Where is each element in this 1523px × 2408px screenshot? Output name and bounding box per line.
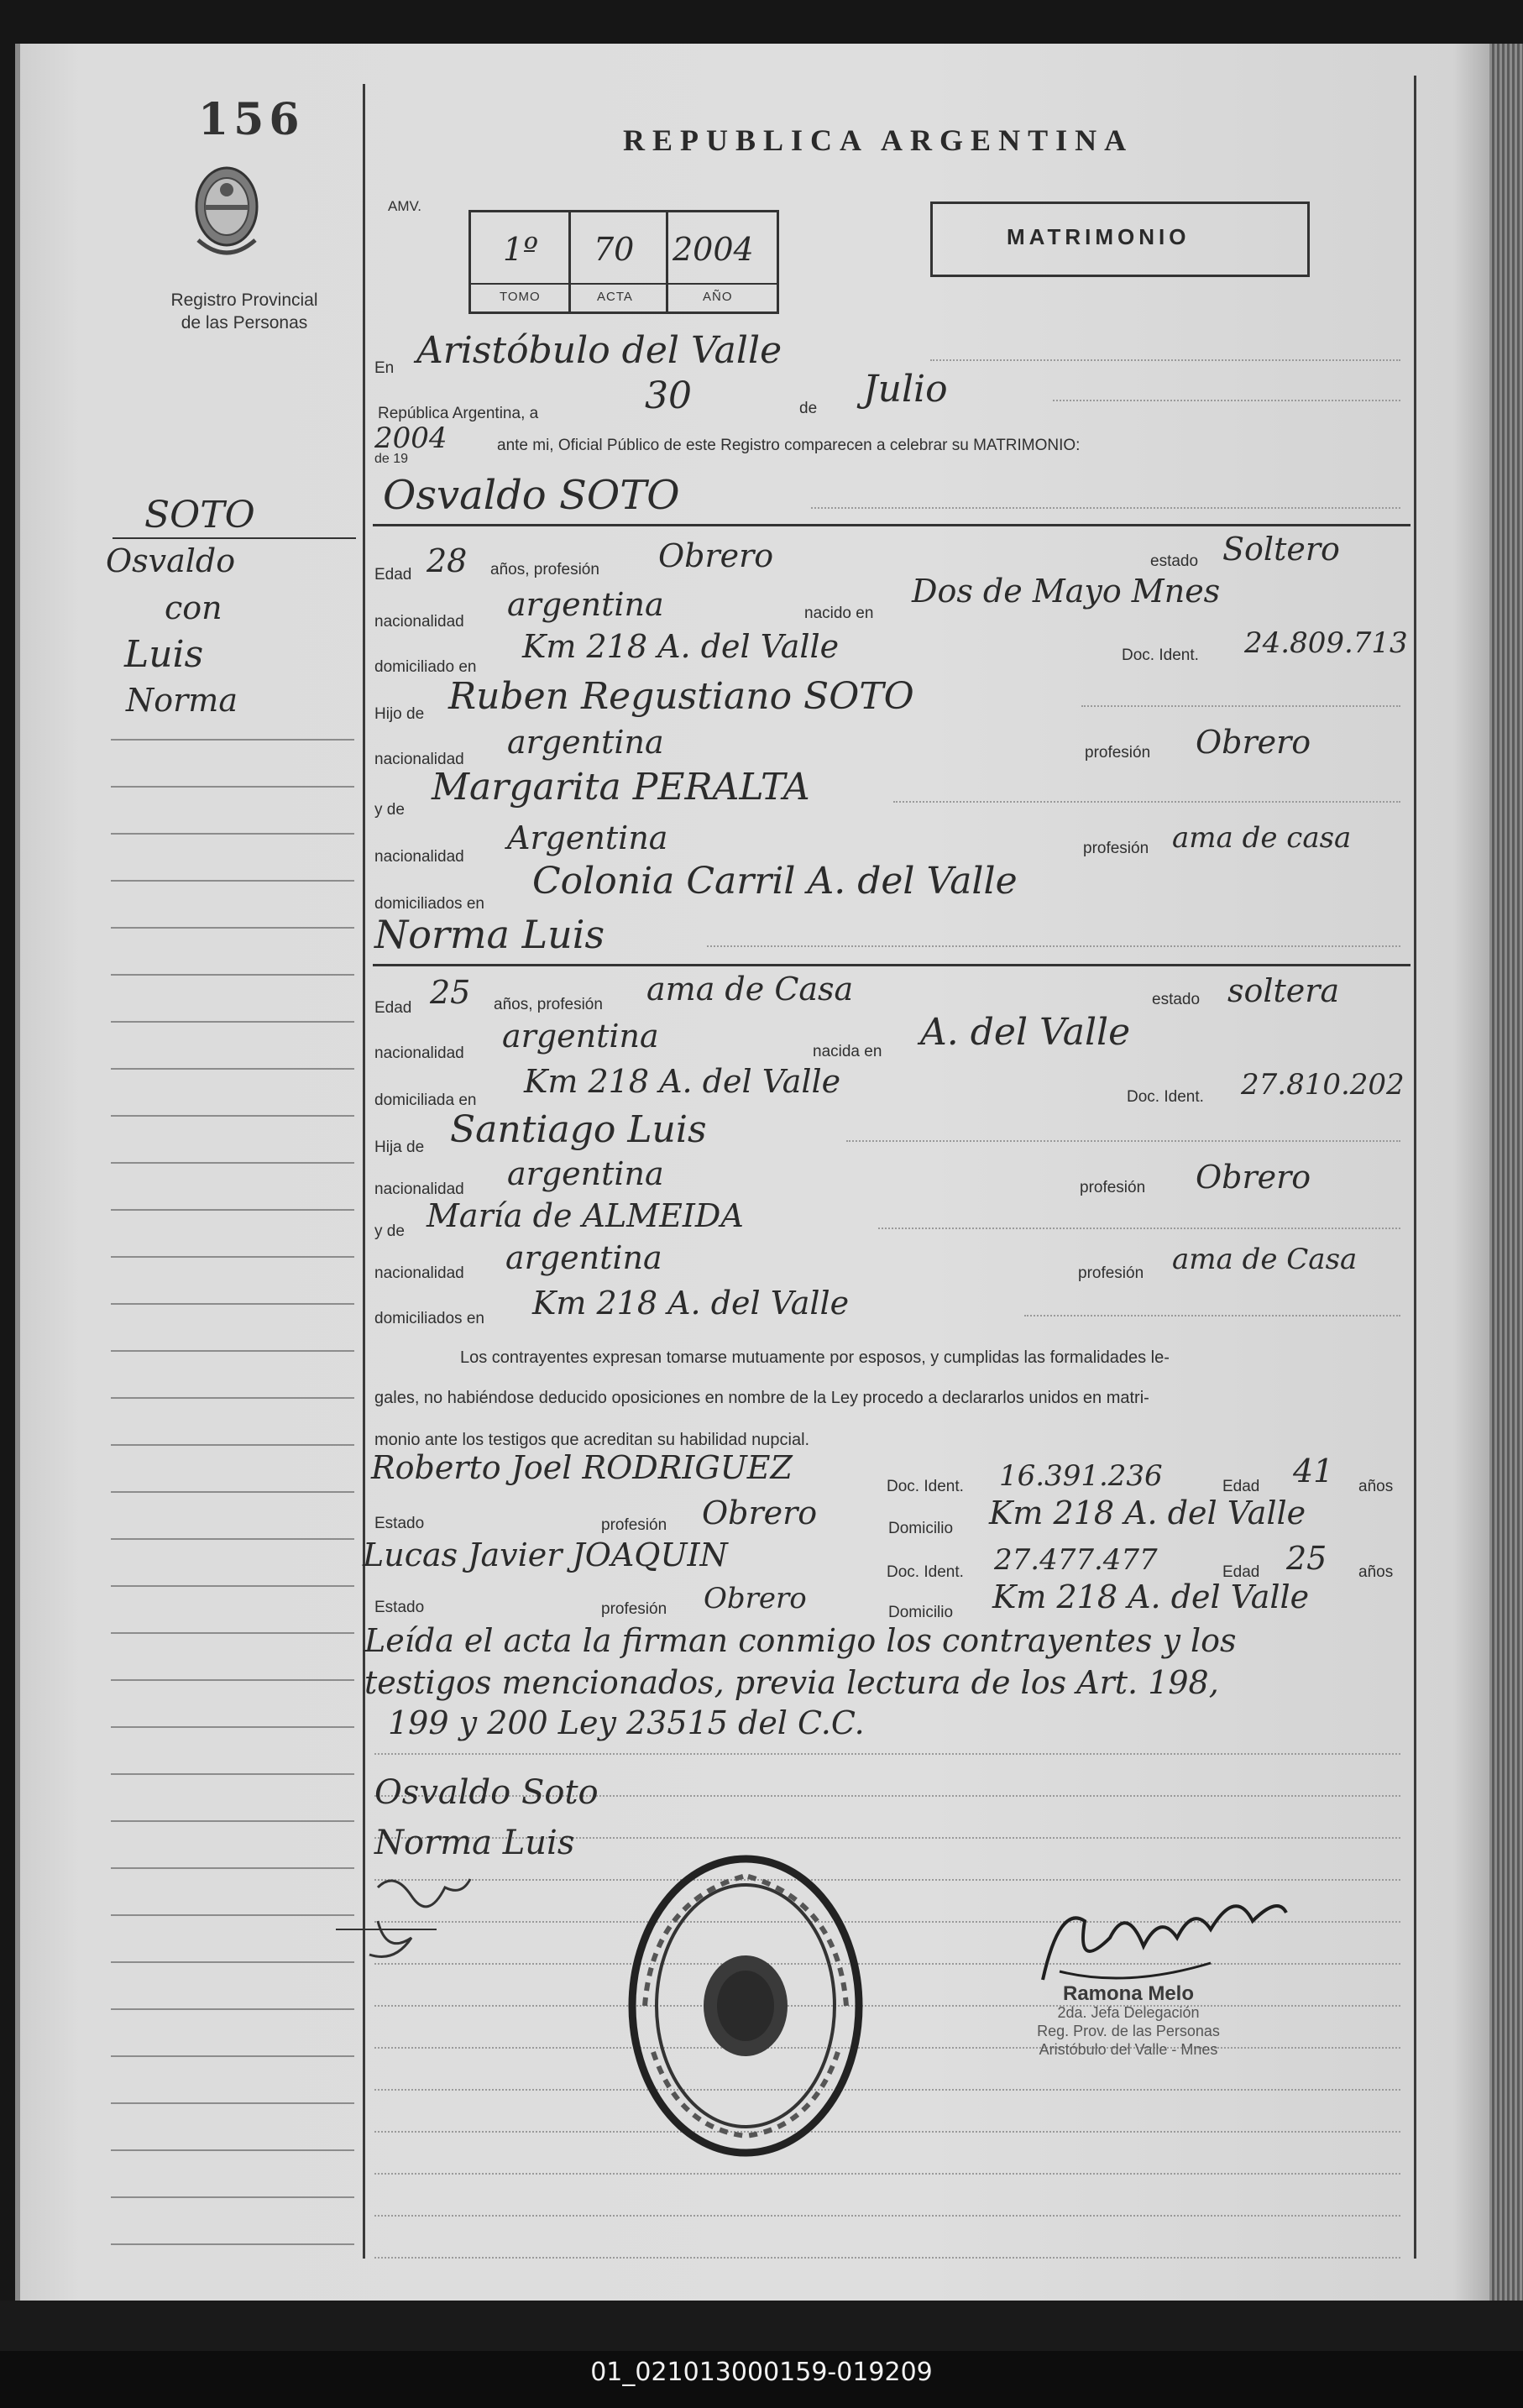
right-border (1414, 76, 1416, 2259)
margin-con: con (165, 589, 222, 626)
body-ruled-line (374, 2173, 1400, 2175)
republica-label: República Argentina, a (378, 405, 539, 422)
bride-father: Santiago Luis (450, 1108, 707, 1151)
official-place: Aristóbulo del Valle - Mnes (1039, 2041, 1218, 2058)
margin-ruled-line (111, 1867, 354, 1869)
witness1-doc-label: Doc. Ident. (887, 1478, 964, 1495)
book-bottom-edge (0, 2301, 1523, 2351)
groom-age-label: Edad (374, 566, 412, 584)
bride-hija-label: Hija de (374, 1139, 425, 1156)
registry-name: Registro Provincial de las Personas (170, 291, 318, 332)
closing-line-2: testigos mencionados, previa lectura de los Art. 198, (364, 1664, 1219, 1701)
margin-ruled-line (111, 927, 354, 929)
amv-label: AMV. (388, 198, 422, 214)
year-prefix: de 19 (374, 452, 409, 466)
groom-father-prof-label: profesión (1085, 744, 1151, 762)
bride-section-rule (373, 964, 1410, 966)
margin-groom-name: Osvaldo (106, 542, 236, 579)
margin-ruled-line (111, 2008, 354, 2010)
groom-estado: Soltero (1222, 531, 1340, 568)
bride-name-line (707, 945, 1400, 947)
bride-yde-label: y de (374, 1222, 405, 1240)
official-name: Ramona Melo (1062, 1982, 1195, 2005)
body-ruled-line (374, 2089, 1400, 2091)
official-round-stamp (620, 1850, 871, 2161)
witness1-name: Roberto Joel RODRIGUEZ (371, 1449, 793, 1486)
witness2-anos-label: años (1358, 1563, 1394, 1581)
margin-ruled-line (111, 2243, 354, 2245)
page-stack-edge (1489, 44, 1523, 2302)
margin-ruled-line (111, 2055, 354, 2057)
bride-mother-nat: argentina (505, 1239, 662, 1276)
bride-father-nat: argentina (507, 1155, 664, 1192)
city: Aristóbulo del Valle (416, 329, 782, 372)
margin-ruled-line (111, 833, 354, 835)
margin-name-separator (113, 537, 356, 539)
margin-ruled-line (111, 1397, 354, 1399)
bride-father-line (846, 1140, 1400, 1142)
signature-groom: Osvaldo Soto (374, 1773, 599, 1812)
groom-mother-line (893, 801, 1400, 803)
groom-dom-label: domiciliado en (374, 658, 477, 676)
margin-bride-name: Norma (126, 682, 238, 719)
official-office: Reg. Prov. de las Personas (1037, 2023, 1220, 2039)
day: 30 (645, 374, 692, 417)
witness2-dom-label: Domicilio (888, 1604, 954, 1621)
witness2-address: Km 218 A. del Valle (992, 1578, 1310, 1615)
witness2-edad-label: Edad (1222, 1563, 1260, 1581)
acta-label: ACTA (597, 290, 633, 304)
groom-mother-nat: Argentina (507, 819, 668, 856)
margin-ruled-line (111, 1256, 354, 1258)
margin-ruled-line (111, 1726, 354, 1728)
groom-name-line (811, 507, 1400, 509)
bride-nacida-label: nacida en (813, 1043, 882, 1060)
month-line (1053, 400, 1400, 401)
declaration-line-2: gales, no habiéndose deducido oposiciones en nombre de la Ley procedo a declararlos unidos en matri- (374, 1389, 1149, 1407)
bride-anos-label: años, profesión (494, 996, 603, 1013)
bride-profession: ama de Casa (646, 971, 854, 1008)
official-stamp-text (1002, 1982, 1254, 2059)
groom-father-nat: argentina (507, 724, 664, 761)
bride-father-prof: Obrero (1196, 1159, 1311, 1196)
margin-ruled-line (111, 1162, 354, 1164)
witness1-age: 41 (1293, 1453, 1334, 1489)
groom-nationality: argentina (507, 586, 664, 623)
record-number-box (468, 210, 779, 314)
ano-label: AÑO (703, 290, 733, 304)
witness1-address: Km 218 A. del Valle (989, 1495, 1306, 1531)
witness2-age: 25 (1286, 1540, 1327, 1577)
official-signature (1026, 1871, 1303, 1997)
tomo-value: 1º (503, 231, 539, 268)
page-title: REPUBLICA ARGENTINA (623, 123, 1134, 157)
groom-hijo-label: Hijo de (374, 705, 425, 723)
bride-mother-line (878, 1228, 1400, 1229)
groom-father-line (1081, 705, 1400, 707)
acta-value: 70 (594, 231, 635, 268)
margin-ruled-line (111, 786, 354, 788)
witness1-estado-label: Estado (374, 1515, 425, 1532)
closing-line-3: 199 y 200 Ley 23515 del C.C. (388, 1704, 865, 1741)
groom-nat-label: nacionalidad (374, 613, 464, 631)
groom-father-nat-label: nacionalidad (374, 751, 464, 768)
bride-mother: María de ALMEIDA (427, 1197, 744, 1234)
bride-age-label: Edad (374, 999, 412, 1017)
margin-ruled-line (111, 1491, 354, 1493)
witness2-name: Lucas Javier JOAQUIN (363, 1536, 728, 1573)
intro-text: ante mi, Oficial Público de este Registro comparecen a celebrar su MATRIMONIO: (497, 437, 1081, 454)
margin-ruled-line (111, 1632, 354, 1634)
bride-estado: soltera (1227, 972, 1340, 1009)
margin-ruled-line (111, 1303, 354, 1305)
margin-ruled-line (111, 2102, 354, 2104)
groom-mother: Margarita PERALTA (432, 766, 810, 809)
bride-mother-nat-label: nacionalidad (374, 1264, 464, 1282)
bride-doc: 27.810.202 (1241, 1068, 1405, 1102)
groom-yde-label: y de (374, 801, 405, 819)
bride-name: Norma Luis (374, 912, 605, 957)
coat-of-arms-icon (186, 156, 267, 274)
margin-ruled-line (111, 739, 354, 741)
ano-value: 2004 (673, 231, 754, 268)
signature-bride: Norma Luis (374, 1824, 575, 1862)
witness1-edad-label: Edad (1222, 1478, 1260, 1495)
margin-ruled-line (111, 1068, 354, 1070)
groom-name: Osvaldo SOTO (383, 472, 680, 519)
margin-ruled-line (111, 1961, 354, 1963)
groom-parents-dom-label: domiciliados en (374, 895, 484, 913)
en-label: En (374, 359, 395, 377)
margin-ruled-line (111, 1538, 354, 1540)
groom-address: Km 218 A. del Valle (522, 628, 840, 665)
groom-parents-address: Colonia Carril A. del Valle (532, 860, 1018, 903)
margin-ruled-line (111, 1115, 354, 1117)
groom-father: Ruben Regustiano SOTO (448, 675, 914, 718)
bride-mother-prof: ama de Casa (1172, 1243, 1358, 1276)
bride-doc-label: Doc. Ident. (1127, 1088, 1204, 1106)
margin-ruled-line (111, 1679, 354, 1681)
bride-age: 25 (430, 974, 471, 1011)
witness2-prof-label: profesión (601, 1600, 667, 1618)
record-type: MATRIMONIO (1007, 224, 1191, 249)
groom-estado-label: estado (1150, 552, 1199, 570)
groom-age: 28 (427, 542, 468, 579)
witness1-prof-label: profesión (601, 1516, 667, 1534)
witness2-doc: 27.477.477 (994, 1543, 1158, 1577)
bride-nat-label: nacionalidad (374, 1044, 464, 1062)
bride-father-prof-label: profesión (1080, 1179, 1146, 1196)
body-ruled-line (374, 2257, 1400, 2259)
groom-anos-label: años, profesión (490, 561, 599, 578)
folio-number: 156 (198, 94, 305, 145)
groom-nacido-label: nacido en (804, 605, 874, 622)
closing-line-1: Leída el acta la firman conmigo los contrayentes y los (364, 1622, 1237, 1659)
witness1-anos-label: años (1358, 1478, 1394, 1495)
groom-mother-prof-label: profesión (1083, 840, 1149, 857)
margin-ruled-line (111, 1444, 354, 1446)
groom-mother-nat-label: nacionalidad (374, 848, 464, 866)
matrimonio-box (930, 202, 1310, 277)
margin-ruled-line (111, 1914, 354, 1916)
groom-father-prof: Obrero (1196, 724, 1311, 761)
witness2-profession: Obrero (704, 1582, 807, 1615)
bride-father-nat-label: nacionalidad (374, 1180, 464, 1198)
margin-ruled-line (111, 2196, 354, 2198)
witness2-doc-label: Doc. Ident. (887, 1563, 964, 1581)
bride-nationality: argentina (502, 1018, 659, 1055)
body-ruled-line (374, 1753, 1400, 1755)
bride-mother-prof-label: profesión (1078, 1264, 1144, 1282)
margin-ruled-line (111, 1820, 354, 1822)
margin-ruled-line (111, 1021, 354, 1023)
year-handwritten: 2004 (374, 421, 447, 455)
margin-surname: SOTO (144, 494, 255, 537)
file-name-caption: 01_021013000159-019209 (590, 2358, 933, 2387)
bride-parents-dom-label: domiciliados en (374, 1310, 484, 1327)
month: Julio (863, 368, 948, 411)
margin-ruled-line (111, 1585, 354, 1587)
official-role: 2da. Jefa Delegación (1057, 2004, 1200, 2021)
bride-address: Km 218 A. del Valle (524, 1063, 841, 1100)
margin-ruled-line (111, 974, 354, 976)
witness1-profession: Obrero (702, 1495, 818, 1531)
margin-ruled-line (111, 1350, 354, 1352)
declaration-line-1: Los contrayentes expresan tomarse mutuamente por esposos, y cumplidas las formalidades le- (460, 1348, 1170, 1367)
declaration-line-3: monio ante los testigos que acreditan su habilidad nupcial. (374, 1431, 810, 1449)
bride-dom-label: domiciliada en (374, 1091, 477, 1109)
witness2-estado-label: Estado (374, 1599, 425, 1616)
city-line (930, 359, 1400, 361)
margin-ruled-line (111, 880, 354, 882)
bride-parents-line (1024, 1315, 1400, 1317)
margin-ruled-line (111, 1209, 354, 1211)
witness1-doc: 16.391.236 (999, 1459, 1163, 1493)
body-ruled-line (374, 2131, 1400, 2133)
bride-birthplace: A. del Valle (920, 1011, 1131, 1054)
margin-bride-surname: Luis (124, 633, 204, 676)
groom-mother-prof: ama de casa (1172, 821, 1352, 855)
groom-doc-label: Doc. Ident. (1122, 646, 1199, 664)
de-label: de (799, 400, 818, 417)
tomo-label: TOMO (500, 290, 541, 304)
margin-ruled-line (111, 1773, 354, 1775)
body-ruled-line (374, 2215, 1400, 2217)
margin-ruled-line (111, 2149, 354, 2151)
bride-parents-address: Km 218 A. del Valle (532, 1285, 850, 1322)
groom-doc: 24.809.713 (1244, 626, 1408, 660)
witness-signature-scribbles (319, 1871, 521, 1971)
witness1-dom-label: Domicilio (888, 1520, 954, 1537)
groom-section-rule (373, 524, 1410, 526)
groom-profession: Obrero (658, 537, 774, 574)
groom-birthplace: Dos de Mayo Mnes (912, 573, 1221, 610)
bride-estado-label: estado (1152, 991, 1201, 1008)
